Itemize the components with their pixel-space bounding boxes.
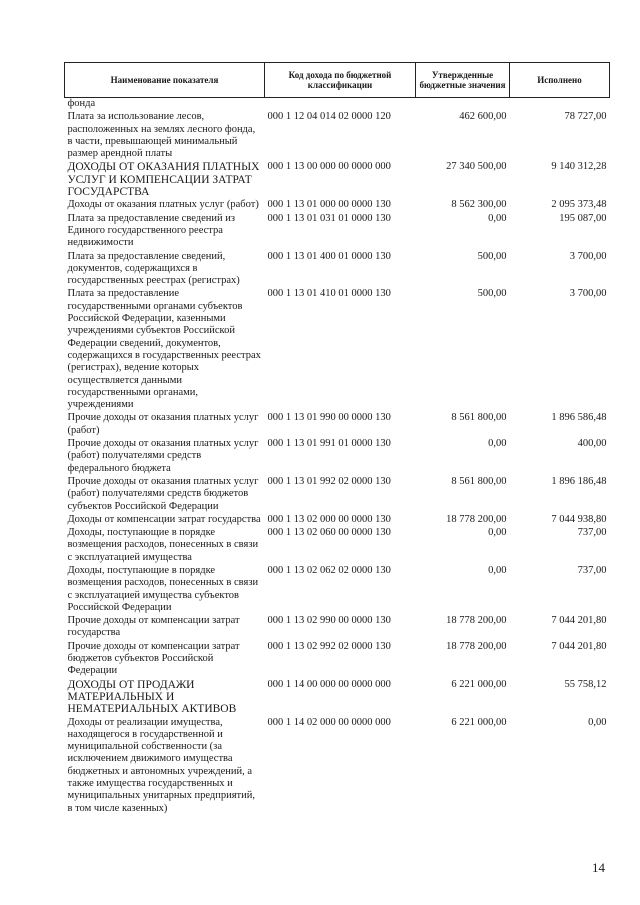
row-executed: 7 044 938,80 <box>551 513 607 525</box>
row-name: фонда <box>67 98 96 109</box>
row-executed: 0,00 <box>588 716 607 728</box>
row-code: 000 1 13 01 410 01 0000 130 <box>267 288 391 300</box>
row-executed: 1 896 586,48 <box>551 412 607 424</box>
row-name: ДОХОДЫ ОТ ПРОДАЖИ МАТЕРИАЛЬНЫХ И НЕМАТЕРИАЛЬНЫХ АКТИВОВ <box>67 678 237 716</box>
row-name: Прочие доходы от оказания платных услуг (работ) получателями средств бюджетов субъектов Российской Федерации <box>67 475 259 512</box>
row-approved: 6 221 000,00 <box>451 678 507 690</box>
row-executed: 195 087,00 <box>559 212 607 224</box>
row-name: Доходы, поступающие в порядке возмещения расходов, понесенных в связи с эксплуатацией имущества субъектов Российской Федерации <box>67 564 259 613</box>
table-row <box>65 251 610 289</box>
row-executed: 737,00 <box>577 527 607 539</box>
page-number: 14 <box>592 860 605 875</box>
row-name: Доходы от компенсации затрат государства <box>67 513 261 525</box>
table-row <box>65 679 610 717</box>
table-row <box>65 565 610 615</box>
row-name: Плата за предоставление сведений, документов, содержащихся в государственных реестрах (регистрах) <box>67 250 240 287</box>
table-row <box>65 199 610 212</box>
budget-income-table <box>64 62 610 816</box>
row-executed: 7 044 201,80 <box>551 615 607 627</box>
row-executed: 2 095 373,48 <box>551 199 607 211</box>
table-row <box>65 615 610 641</box>
row-name: Прочие доходы от компенсации затрат бюджетов субъектов Российской Федерации <box>67 640 240 677</box>
row-approved: 18 778 200,00 <box>446 640 507 652</box>
row-executed: 400,00 <box>577 438 607 450</box>
row-name: Плата за использование лесов, расположенных на землях лесного фонда, в части, превышающей минимальный размер арендной платы <box>67 111 256 160</box>
header-executed: Исполнено <box>510 63 610 98</box>
row-code: 000 1 13 01 000 00 0000 130 <box>267 199 391 211</box>
row-approved: 0,00 <box>488 564 507 576</box>
row-name: ДОХОДЫ ОТ ОКАЗАНИЯ ПЛАТНЫХ УСЛУГ И КОМПЕНСАЦИИ ЗАТРАТ ГОСУДАРСТВА <box>67 161 260 199</box>
row-code <box>265 98 416 112</box>
row-executed: 7 044 201,80 <box>551 640 607 652</box>
table-row <box>65 641 610 679</box>
row-name: Прочие доходы от оказания платных услуг (работ) получателями средств федерального бюджета <box>67 438 259 474</box>
table-row <box>65 213 610 251</box>
table-row <box>65 288 610 412</box>
row-code: 000 1 14 02 000 00 0000 000 <box>267 716 391 728</box>
row-name: Плата за предоставление государственными органами субъектов Российской Федерации, казенными учреждениями субъектов Российской Федерации сведений, документов, содержащихся в государственных реестрах (регистрах), ведение которых осуществляется данными государственными органами, учреждениями <box>67 288 261 411</box>
row-approved: 0,00 <box>488 212 507 224</box>
row-approved: 6 221 000,00 <box>451 716 507 728</box>
row-approved: 462 600,00 <box>459 111 507 123</box>
table-row <box>65 161 610 199</box>
row-code: 000 1 13 02 000 00 0000 130 <box>267 513 391 525</box>
row-name: Доходы, поступающие в порядке возмещения расходов, понесенных в связи с эксплуатацией имущества <box>67 527 259 563</box>
row-executed: 55 758,12 <box>564 678 607 690</box>
header-name: Наименование показателя <box>65 63 265 98</box>
row-approved: 0,00 <box>488 438 507 450</box>
row-executed: 3 700,00 <box>569 250 607 262</box>
row-code: 000 1 13 02 992 02 0000 130 <box>267 640 391 652</box>
row-name: Доходы от оказания платных услуг (работ) <box>67 199 259 211</box>
row-executed: 737,00 <box>577 564 607 576</box>
row-approved: 27 340 500,00 <box>446 161 507 173</box>
row-executed: 1 896 186,48 <box>551 475 607 487</box>
row-code: 000 1 13 01 400 01 0000 130 <box>267 250 391 262</box>
row-approved: 0,00 <box>488 527 507 539</box>
row-code: 000 1 13 02 062 02 0000 130 <box>267 564 391 576</box>
row-code: 000 1 13 01 031 01 0000 130 <box>267 212 391 224</box>
row-code: 000 1 13 02 060 00 0000 130 <box>267 527 391 539</box>
row-code: 000 1 13 01 990 00 0000 130 <box>267 412 391 424</box>
row-code: 000 1 14 00 000 00 0000 000 <box>267 678 391 690</box>
row-executed: 9 140 312,28 <box>551 161 607 173</box>
row-name: Доходы от реализации имущества, находящегося в государственной и муниципальной собственности (за исключением движимого имущества бюджетных и автономных учреждений, а также имущества государственных и муниципальных унитарных предприятий, в том числе казенных) <box>67 716 255 814</box>
table-row <box>65 111 610 161</box>
header-approved: Утвержденные бюджетные значения <box>416 63 510 98</box>
row-executed: 3 700,00 <box>569 288 607 300</box>
row-approved: 8 562 300,00 <box>451 199 507 211</box>
row-approved: 8 561 800,00 <box>451 412 507 424</box>
row-code: 000 1 12 04 014 02 0000 120 <box>267 111 391 123</box>
row-code: 000 1 13 00 000 00 0000 000 <box>267 161 391 173</box>
table-row <box>65 438 610 476</box>
row-approved: 500,00 <box>477 288 507 300</box>
table-header-row <box>65 63 610 98</box>
row-approved: 18 778 200,00 <box>446 615 507 627</box>
row-code: 000 1 13 02 990 00 0000 130 <box>267 615 391 627</box>
row-executed <box>510 98 610 112</box>
row-code: 000 1 13 01 991 01 0000 130 <box>267 438 391 450</box>
row-executed: 78 727,00 <box>564 111 607 123</box>
table-row <box>65 514 610 527</box>
row-code: 000 1 13 01 992 02 0000 130 <box>267 475 391 487</box>
row-name: Прочие доходы от компенсации затрат государства <box>67 615 240 639</box>
table-row <box>65 527 610 565</box>
row-approved: 8 561 800,00 <box>451 475 507 487</box>
table-row <box>65 98 610 112</box>
table-row <box>65 717 610 816</box>
table-row <box>65 476 610 514</box>
row-approved: 18 778 200,00 <box>446 513 507 525</box>
row-approved <box>416 98 510 112</box>
row-approved: 500,00 <box>477 250 507 262</box>
row-name: Прочие доходы от оказания платных услуг (работ) <box>67 412 259 436</box>
table-body <box>65 98 610 816</box>
row-name: Плата за предоставление сведений из Единого государственного реестра недвижимости <box>67 212 236 249</box>
header-code: Код дохода по бюджетной классификации <box>265 63 416 98</box>
table-row <box>65 412 610 438</box>
